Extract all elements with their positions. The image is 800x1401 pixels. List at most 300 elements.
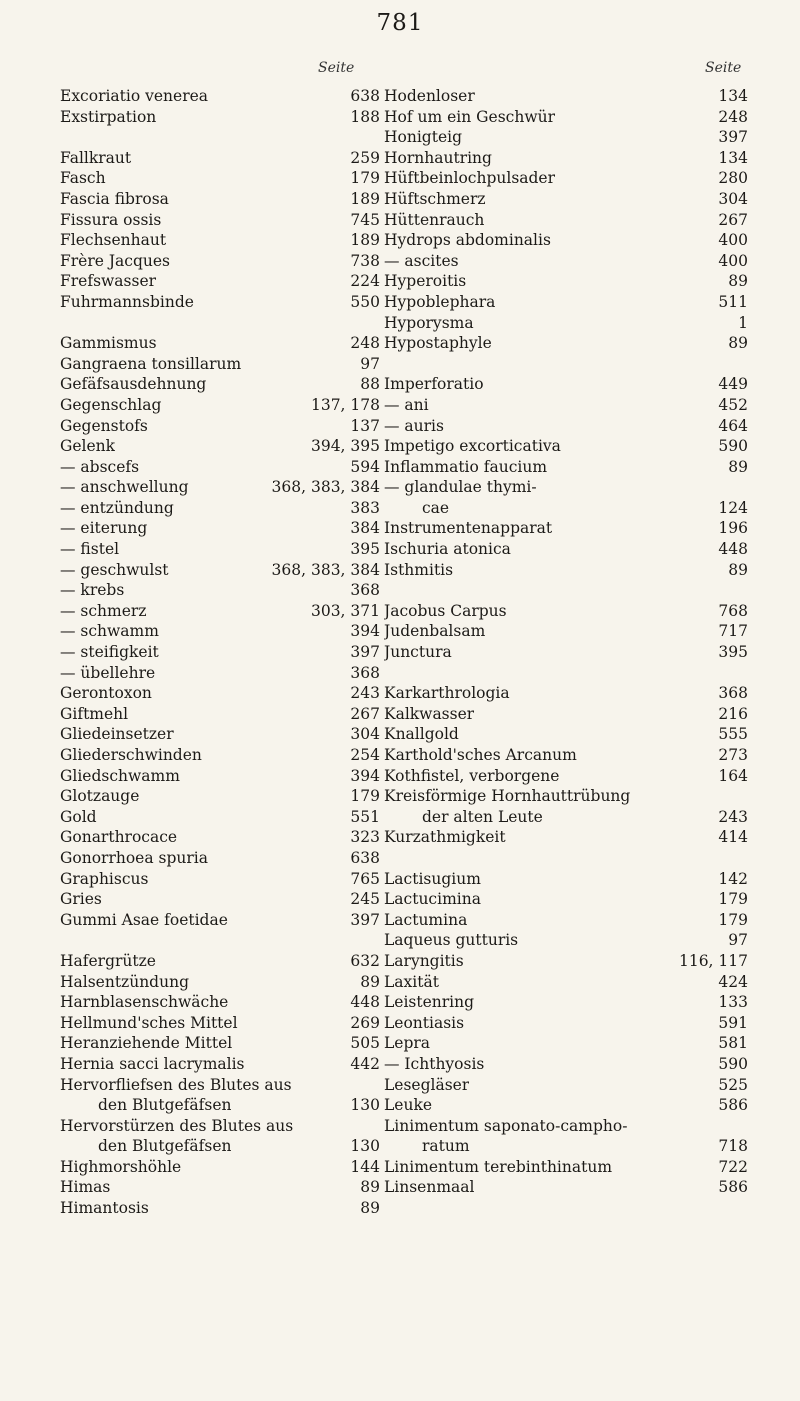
index-entry <box>60 436 380 457</box>
index-term: Excoriatio venerea <box>60 87 209 105</box>
index-page-ref: 179 <box>350 169 380 188</box>
index-page-ref: 397 <box>350 910 380 929</box>
index-term: Hüftbeinlochpulsader <box>384 169 556 188</box>
index-page-ref: 196 <box>718 519 748 538</box>
index-entry <box>60 724 380 745</box>
index-entry <box>60 704 380 725</box>
index-term: — übellehre <box>60 663 156 682</box>
index-entry <box>384 86 748 107</box>
index-entry <box>60 1033 380 1054</box>
index-entry <box>60 251 380 272</box>
index-term: Hypostaphyle <box>384 334 492 353</box>
index-entry <box>60 972 380 993</box>
index-entry <box>384 1075 748 1096</box>
index-entry <box>60 848 380 869</box>
index-page-ref: 555 <box>718 725 748 744</box>
index-entry <box>384 560 748 581</box>
index-term: Harnblasenschwäche <box>60 993 229 1012</box>
index-term: Frefswasser <box>60 272 157 291</box>
entry-gap <box>60 313 380 334</box>
entry-gap <box>384 663 748 684</box>
index-term: Heranziehende Mittel <box>60 1034 233 1053</box>
index-page-ref: 269 <box>350 1013 380 1032</box>
index-page-ref: 97 <box>728 931 748 950</box>
index-term: Hyperoitis <box>384 272 467 291</box>
index-entry <box>384 1013 748 1034</box>
index-page-ref: 400 <box>718 251 748 270</box>
index-page-ref: 179 <box>350 787 380 806</box>
index-entry <box>384 436 748 457</box>
index-page-ref: 395 <box>718 643 748 662</box>
index-term: Gonarthrocace <box>60 828 178 847</box>
index-entry <box>60 1116 380 1137</box>
index-entry <box>384 972 748 993</box>
index-entry <box>60 663 380 684</box>
entry-gap <box>384 580 748 601</box>
index-page-ref: 216 <box>718 704 748 723</box>
index-term: — geschwulst <box>60 560 169 579</box>
index-term: Karthold'sches Arcanum <box>384 746 577 764</box>
index-term: Gefäfsausdehnung <box>60 375 207 394</box>
index-term: Exstirpation <box>60 107 157 126</box>
index-entry <box>60 621 380 642</box>
index-page-ref: 137 <box>350 416 380 435</box>
index-entry <box>384 313 748 334</box>
index-page-ref: 89 <box>360 1178 380 1197</box>
index-term: Hellmund'sches Mittel <box>60 1013 238 1032</box>
index-term: Kreisförmige Hornhauttrübung <box>384 787 631 806</box>
index-term: Kothfistel, verborgene <box>384 766 560 785</box>
index-term: Instrumentenapparat <box>384 519 553 538</box>
index-page-ref: 130 <box>350 1137 380 1156</box>
index-entry <box>60 1177 380 1198</box>
index-term: Lactucimina <box>384 890 481 909</box>
index-page-ref: 137, 178 <box>310 395 380 414</box>
index-term: Hüttenrauch <box>384 210 485 229</box>
index-column-right <box>384 86 748 1198</box>
index-entry <box>384 1136 748 1157</box>
index-entry <box>384 869 748 890</box>
index-entry <box>384 992 748 1013</box>
index-term: Leuke <box>384 1096 433 1115</box>
index-term: Flechsenhaut <box>60 231 167 250</box>
index-entry <box>384 910 748 931</box>
index-page-ref: 397 <box>350 643 380 662</box>
index-term: Linimentum terebinthinatum <box>384 1157 613 1176</box>
index-page-ref: 243 <box>718 807 748 826</box>
index-entry <box>60 601 380 622</box>
index-term: Gries <box>60 890 102 909</box>
index-page-ref: 144 <box>350 1157 380 1176</box>
index-entry <box>60 374 380 395</box>
index-entry <box>384 724 748 745</box>
entry-gap <box>60 127 380 148</box>
index-page-ref: 550 <box>350 292 380 311</box>
index-page-ref: 368, 383, 384 <box>271 560 380 579</box>
index-entry <box>384 251 748 272</box>
index-page-ref: 89 <box>728 334 748 353</box>
index-page-ref: 188 <box>350 107 380 126</box>
index-page-ref: 130 <box>350 1096 380 1115</box>
index-page-ref: 590 <box>718 437 748 456</box>
index-page-ref: 448 <box>350 993 380 1012</box>
index-page-ref: 89 <box>360 1199 380 1218</box>
index-term: Imperforatio <box>384 375 484 394</box>
index-page-ref: 525 <box>718 1075 748 1094</box>
index-term: — entzündung <box>60 498 174 517</box>
index-entry <box>384 766 748 787</box>
index-page-ref: 395 <box>350 540 380 559</box>
index-page-ref: 452 <box>718 395 748 414</box>
index-term: Gangraena tonsillarum <box>60 354 242 373</box>
entry-gap <box>384 848 748 869</box>
entry-gap <box>60 930 380 951</box>
index-term: Gegenschlag <box>60 395 162 414</box>
index-term: Gliedeinsetzer <box>60 725 174 744</box>
index-term: Lactisugium <box>384 869 481 888</box>
index-entry <box>60 1054 380 1075</box>
index-term: Kurzathmigkeit <box>384 828 506 847</box>
index-entry <box>384 827 748 848</box>
index-entry <box>60 292 380 313</box>
index-page-ref: 464 <box>718 416 748 435</box>
index-term: Ischuria atonica <box>384 540 511 559</box>
index-page-ref: 224 <box>350 272 380 291</box>
index-entry <box>60 580 380 601</box>
index-page-ref: 424 <box>718 972 748 991</box>
index-page-ref: 638 <box>350 848 380 867</box>
index-page-ref: 442 <box>350 1054 380 1073</box>
index-term: — fistel <box>60 540 120 559</box>
index-entry <box>60 518 380 539</box>
index-term: Hypoblephara <box>384 292 496 311</box>
index-term: Gegenstofs <box>60 416 148 435</box>
index-entry <box>60 333 380 354</box>
index-entry <box>60 1198 380 1219</box>
index-entry <box>60 869 380 890</box>
index-entry <box>384 416 748 437</box>
index-term: Jacobus Carpus <box>384 601 507 620</box>
index-page-ref: 304 <box>350 725 380 744</box>
index-entry <box>60 539 380 560</box>
index-page-ref: 164 <box>718 766 748 785</box>
index-entry <box>384 271 748 292</box>
index-term: Honigteig <box>384 128 462 147</box>
index-term: Hervorfliefsen des Blutes aus <box>60 1075 292 1094</box>
index-entry <box>60 992 380 1013</box>
index-page-ref: 248 <box>718 107 748 126</box>
index-entry <box>60 745 380 766</box>
index-entry <box>60 148 380 169</box>
index-page-ref: 505 <box>350 1034 380 1053</box>
entry-gap <box>384 354 748 375</box>
index-entry <box>60 910 380 931</box>
index-entry <box>60 951 380 972</box>
index-entry <box>60 168 380 189</box>
index-page-ref: 89 <box>728 457 748 476</box>
index-page-ref: 368 <box>350 581 380 600</box>
index-entry <box>384 518 748 539</box>
index-page-ref: 449 <box>718 375 748 394</box>
index-entry <box>60 498 380 519</box>
index-term: Glotzauge <box>60 787 140 806</box>
index-term: Gold <box>60 807 97 826</box>
index-entry <box>384 457 748 478</box>
index-term: Halsentzündung <box>60 972 189 991</box>
index-page-ref: 243 <box>350 684 380 703</box>
index-entry <box>60 210 380 231</box>
index-page-ref: 768 <box>718 601 748 620</box>
index-page-ref: 718 <box>718 1137 748 1156</box>
index-page-ref: 323 <box>350 828 380 847</box>
index-entry <box>60 642 380 663</box>
index-term: Hüftschmerz <box>384 189 486 208</box>
index-page-ref: 414 <box>718 828 748 847</box>
index-page-ref: 134 <box>718 87 748 105</box>
index-page-ref: 133 <box>718 993 748 1012</box>
index-entry <box>60 86 380 107</box>
index-entry <box>384 127 748 148</box>
index-entry <box>384 1157 748 1178</box>
index-term: Laxität <box>384 972 439 991</box>
index-page-ref: 745 <box>350 210 380 229</box>
index-page-ref: 179 <box>718 890 748 909</box>
index-term: — abscefs <box>60 457 140 476</box>
index-entry <box>384 539 748 560</box>
index-term: Impetigo excorticativa <box>384 437 561 456</box>
index-term: Fascia fibrosa <box>60 189 169 208</box>
index-entry <box>384 230 748 251</box>
page-number: 781 <box>376 10 424 36</box>
index-term: Judenbalsam <box>384 622 486 641</box>
index-page-ref: 254 <box>350 746 380 764</box>
index-term: Gelenk <box>60 437 116 456</box>
index-term: — krebs <box>60 581 125 600</box>
index-term: Hornhautring <box>384 148 492 167</box>
index-entry <box>384 107 748 128</box>
index-page-ref: 368, 383, 384 <box>271 478 380 497</box>
index-page-ref: 586 <box>718 1096 748 1115</box>
index-term: Laqueus gutturis <box>384 931 519 950</box>
index-entry <box>60 1095 380 1116</box>
index-term: Lepra <box>384 1034 431 1053</box>
index-entry <box>384 1177 748 1198</box>
index-entry <box>384 704 748 725</box>
index-term: Fasch <box>60 169 106 188</box>
index-entry <box>60 189 380 210</box>
index-page-ref: 88 <box>360 375 380 394</box>
index-page-ref: 97 <box>360 354 380 373</box>
index-entry <box>60 457 380 478</box>
index-page-ref: 368 <box>718 684 748 703</box>
index-page-ref: 273 <box>718 746 748 764</box>
index-term: Giftmehl <box>60 704 129 723</box>
index-page-ref: 248 <box>350 334 380 353</box>
index-entry <box>384 189 748 210</box>
index-page-ref: 394 <box>350 766 380 785</box>
index-term: Laryngitis <box>384 951 464 970</box>
index-page-ref: 594 <box>350 457 380 476</box>
index-page-ref: 303, 371 <box>310 601 380 620</box>
index-entry <box>384 1033 748 1054</box>
index-term: ratum <box>422 1137 470 1156</box>
index-page-ref: 267 <box>718 210 748 229</box>
index-page-ref: 765 <box>350 869 380 888</box>
seite-header-left: Seite <box>318 60 355 76</box>
index-page-ref: 397 <box>718 128 748 147</box>
index-term: der alten Leute <box>422 807 543 826</box>
index-term: Gonorrhoea spuria <box>60 848 208 867</box>
index-term: Fuhrmannsbinde <box>60 292 194 311</box>
index-entry <box>384 292 748 313</box>
index-page-ref: 384 <box>350 519 380 538</box>
index-page-ref: 400 <box>718 231 748 250</box>
index-entry <box>60 1013 380 1034</box>
index-entry <box>60 807 380 828</box>
index-page-ref: 638 <box>350 87 380 105</box>
index-entry <box>384 374 748 395</box>
index-term: Hodenloser <box>384 87 475 105</box>
seite-header-right: Seite <box>705 60 742 76</box>
index-entry <box>384 333 748 354</box>
index-page-ref: 383 <box>350 498 380 517</box>
index-page-ref: 738 <box>350 251 380 270</box>
index-entry <box>384 786 748 807</box>
index-page-ref: 89 <box>728 560 748 579</box>
index-term: Leontiasis <box>384 1013 465 1032</box>
index-page-ref: 394, 395 <box>310 437 380 456</box>
index-entry <box>60 230 380 251</box>
index-term: Hyporysma <box>384 313 474 332</box>
index-page-ref: 717 <box>718 622 748 641</box>
index-page-ref: 591 <box>718 1013 748 1032</box>
index-entry <box>384 951 748 972</box>
index-term: Hervorstürzen des Blutes aus <box>60 1116 294 1135</box>
index-term: Inflammatio faucium <box>384 457 548 476</box>
index-term: Fallkraut <box>60 148 132 167</box>
index-term: — eiterung <box>60 519 148 538</box>
index-entry <box>60 1075 380 1096</box>
index-term: — anschwellung <box>60 478 189 497</box>
index-term: Gammismus <box>60 334 157 353</box>
index-term: Hafergrütze <box>60 951 156 970</box>
index-entry <box>384 642 748 663</box>
index-page-ref: 189 <box>350 231 380 250</box>
index-page-ref: 448 <box>718 540 748 559</box>
index-entry <box>60 786 380 807</box>
index-term: Himantosis <box>60 1199 149 1218</box>
index-page-ref: 394 <box>350 622 380 641</box>
index-term: Gummi Asae foetidae <box>60 910 228 929</box>
index-term: — ani <box>384 395 429 414</box>
index-page-ref: 368 <box>350 663 380 682</box>
index-page-ref: 267 <box>350 704 380 723</box>
index-page-ref: 89 <box>360 972 380 991</box>
index-term: Himas <box>60 1178 111 1197</box>
index-term: Linsenmaal <box>384 1178 475 1197</box>
index-page-ref: 245 <box>350 890 380 909</box>
index-entry <box>60 107 380 128</box>
index-entry <box>60 1157 380 1178</box>
index-term: den Blutgefäfsen <box>98 1096 232 1115</box>
index-term: Lactumina <box>384 910 468 929</box>
index-term: Linimentum saponato-campho- <box>384 1116 628 1135</box>
index-term: Kalkwasser <box>384 704 475 723</box>
index-entry <box>384 745 748 766</box>
index-term: — schmerz <box>60 601 147 620</box>
index-term: — glandulae thymi- <box>384 478 537 497</box>
index-entry <box>384 930 748 951</box>
index-page-ref: 581 <box>718 1034 748 1053</box>
index-term: Fissura ossis <box>60 210 162 229</box>
index-term: Hernia sacci lacrymalis <box>60 1054 245 1073</box>
index-term: Lesegläser <box>384 1075 470 1094</box>
index-entry <box>384 148 748 169</box>
index-entry <box>384 168 748 189</box>
index-entry <box>384 683 748 704</box>
index-page-ref: 89 <box>728 272 748 291</box>
index-term: cae <box>422 498 450 517</box>
index-entry <box>60 271 380 292</box>
index-term: Isthmitis <box>384 560 454 579</box>
index-entry <box>60 1136 380 1157</box>
index-page-ref: 142 <box>718 869 748 888</box>
index-entry <box>384 210 748 231</box>
index-entry <box>384 1095 748 1116</box>
index-entry <box>384 1054 748 1075</box>
index-page-ref: 590 <box>718 1054 748 1073</box>
index-entry <box>60 683 380 704</box>
index-entry <box>384 601 748 622</box>
index-page-ref: 586 <box>718 1178 748 1197</box>
index-page-ref: 304 <box>718 189 748 208</box>
index-term: — ascites <box>384 251 459 270</box>
index-page-ref: 280 <box>718 169 748 188</box>
index-entry <box>384 889 748 910</box>
index-page-ref: 511 <box>718 292 748 311</box>
index-entry <box>60 766 380 787</box>
index-entry <box>384 477 748 498</box>
index-entry <box>60 889 380 910</box>
index-term: Leistenring <box>384 993 475 1012</box>
index-page-ref: 722 <box>718 1157 748 1176</box>
index-term: — schwamm <box>60 622 159 641</box>
index-entry <box>60 416 380 437</box>
index-term: Highmorshöhle <box>60 1157 182 1176</box>
index-column-left <box>60 86 380 1219</box>
index-entry <box>60 395 380 416</box>
index-page-ref: 189 <box>350 189 380 208</box>
index-term: Frère Jacques <box>60 251 171 270</box>
index-page-ref: 551 <box>350 807 380 826</box>
index-entry <box>384 498 748 519</box>
index-term: Gliederschwinden <box>60 746 202 764</box>
index-term: Hof um ein Geschwür <box>384 107 555 126</box>
index-term: Gerontoxon <box>60 684 152 703</box>
index-page-ref: 1 <box>738 313 748 332</box>
index-entry <box>384 1116 748 1137</box>
index-term: — auris <box>384 416 444 435</box>
index-page-ref: 259 <box>350 148 380 167</box>
index-entry <box>384 807 748 828</box>
index-entry <box>60 560 380 581</box>
index-term: Karkarthrologia <box>384 684 510 703</box>
index-entry <box>384 395 748 416</box>
index-entry <box>60 827 380 848</box>
index-page-ref: 124 <box>718 498 748 517</box>
index-page-ref: 116, 117 <box>678 951 748 970</box>
index-page-ref: 134 <box>718 148 748 167</box>
